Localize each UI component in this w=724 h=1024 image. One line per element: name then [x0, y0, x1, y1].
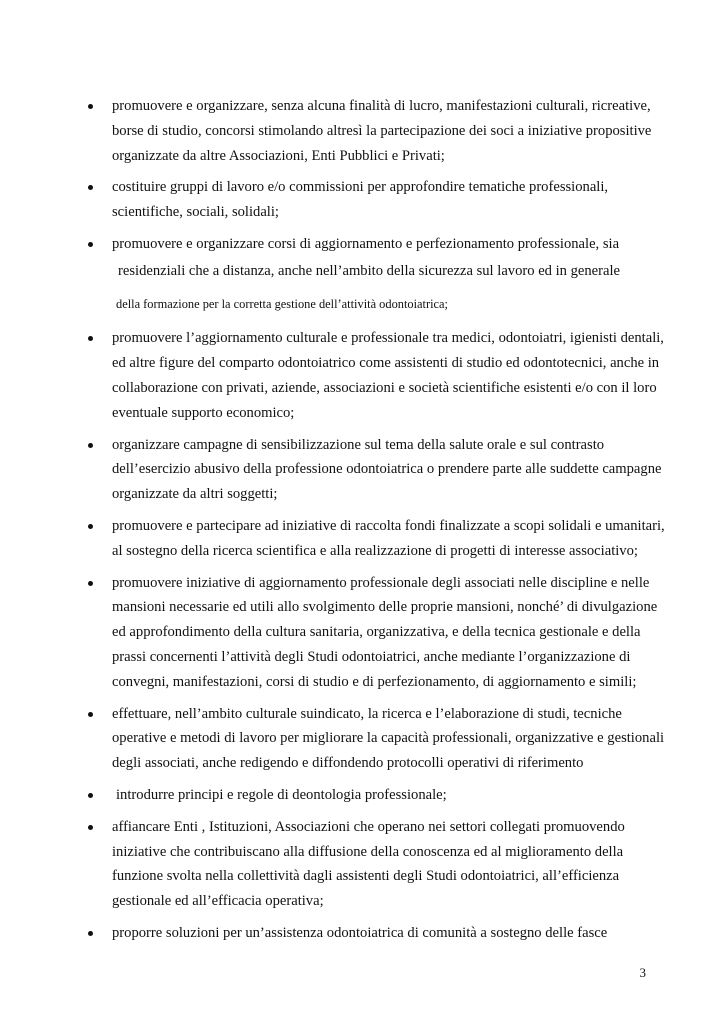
list-item-text: promuovere e organizzare corsi di aggiornamento e perfezionamento professionale, sia — [112, 235, 620, 252]
list-item — [88, 433, 668, 507]
bullet-icon — [88, 793, 93, 798]
page-number: 3 — [639, 965, 646, 980]
bullet-icon — [88, 712, 93, 717]
list-item — [88, 783, 668, 808]
bullet-list — [88, 94, 668, 953]
bullet-icon — [88, 336, 93, 341]
list-item-text: organizzare campagne di sensibilizzazione sul tema della salute orale e sul contrasto dell’esercizio abusivo della professione odontoiatrica o prendere parte alle suddette campagne organizzate da altri soggetti; — [112, 436, 662, 503]
list-item — [88, 514, 668, 564]
bullet-icon — [88, 242, 93, 247]
list-item-text: promuovere e organizzare, senza alcuna finalità di lucro, manifestazioni culturali, ricreative, borse di studio, concorsi stimolando altresì la partecipazione dei soci a iniziative propositive organizzate da altre Associazioni, Enti Pubblici e Privati; — [112, 98, 652, 164]
list-item-text: promuovere l’aggiornamento culturale e professionale tra medici, odontoiatri, igienisti dentali, ed altre figure del comparto odontoiatrico come assistenti di studio ed odontotecnici, anche in collaborazione con privati, aziende, associazioni e società scientifiche esistenti e/o con il loro eventuale supporto economico; — [112, 330, 664, 421]
list-item-text: promuovere e partecipare ad iniziative di raccolta fondi finalizzate a scopi solidali e umanitari, al sostegno della ricerca scientifica e alla realizzazione di progetti di interesse associativo; — [112, 517, 665, 559]
bullet-icon — [88, 581, 93, 586]
list-item — [88, 702, 668, 776]
list-item — [88, 815, 668, 914]
list-item-text: costituire gruppi di lavoro e/o commissioni per approfondire tematiche professionali, scientifiche, sociali, solidali; — [112, 179, 609, 221]
bullet-icon — [88, 524, 93, 529]
list-item-text: promuovere iniziative di aggiornamento professionale degli associati nelle discipline e nelle mansioni necessarie ed utili allo svolgimento delle proprie mansioni, nonché’ di divulgazione ed approfondimento della cultura sanitaria, organizzativa, e della tecnica gestionale e della prassi concernenti l’attività degli Studi odontoiatrici, anche mediante l’organizzazione di convegni, manifestazioni, corsi di studio e di perfezionamento, di aggiornamento e simili; — [112, 574, 658, 690]
list-item-text: effettuare, nell’ambito culturale suindicato, la ricerca e l’elaborazione di studi, tecniche operative e metodi di lavoro per migliorare la capacità professionali, organizzative e gestionali degli associati, anche redigendo e diffondendo protocolli operativi di riferimento — [112, 705, 665, 772]
bullet-icon — [88, 825, 93, 830]
list-item-text: della formazione per la corretta gestione dell’attività odontoiatrica; — [116, 296, 448, 311]
list-item-text: proporre soluzioni per un’assistenza odontoiatrica di comunità a sostegno delle fasce — [112, 924, 608, 941]
list-item — [88, 921, 668, 946]
list-item — [88, 175, 668, 225]
list-item-text: introdurre principi e regole di deontologia professionale; — [116, 786, 447, 803]
list-item — [88, 94, 668, 168]
bullet-icon — [88, 104, 93, 109]
bullet-icon — [88, 443, 93, 448]
bullet-icon — [88, 931, 93, 936]
bullet-icon — [88, 185, 93, 190]
list-item-text: residenziali che a distanza, anche nell’ambito della sicurezza sul lavoro ed in generale — [118, 262, 621, 279]
list-item — [88, 232, 668, 316]
list-item — [88, 571, 668, 695]
list-item-text: affiancare Enti , Istituzioni, Associazioni che operano nei settori collegati promuovendo iniziative che contribuiscano alla diffusione della conoscenza ed al miglioramento della funzione svolta nella collettività dagli assistenti degli Studi odontoiatrici, all’efficienza gestionale ed all’efficacia operativa; — [112, 818, 625, 910]
list-item — [88, 326, 668, 425]
